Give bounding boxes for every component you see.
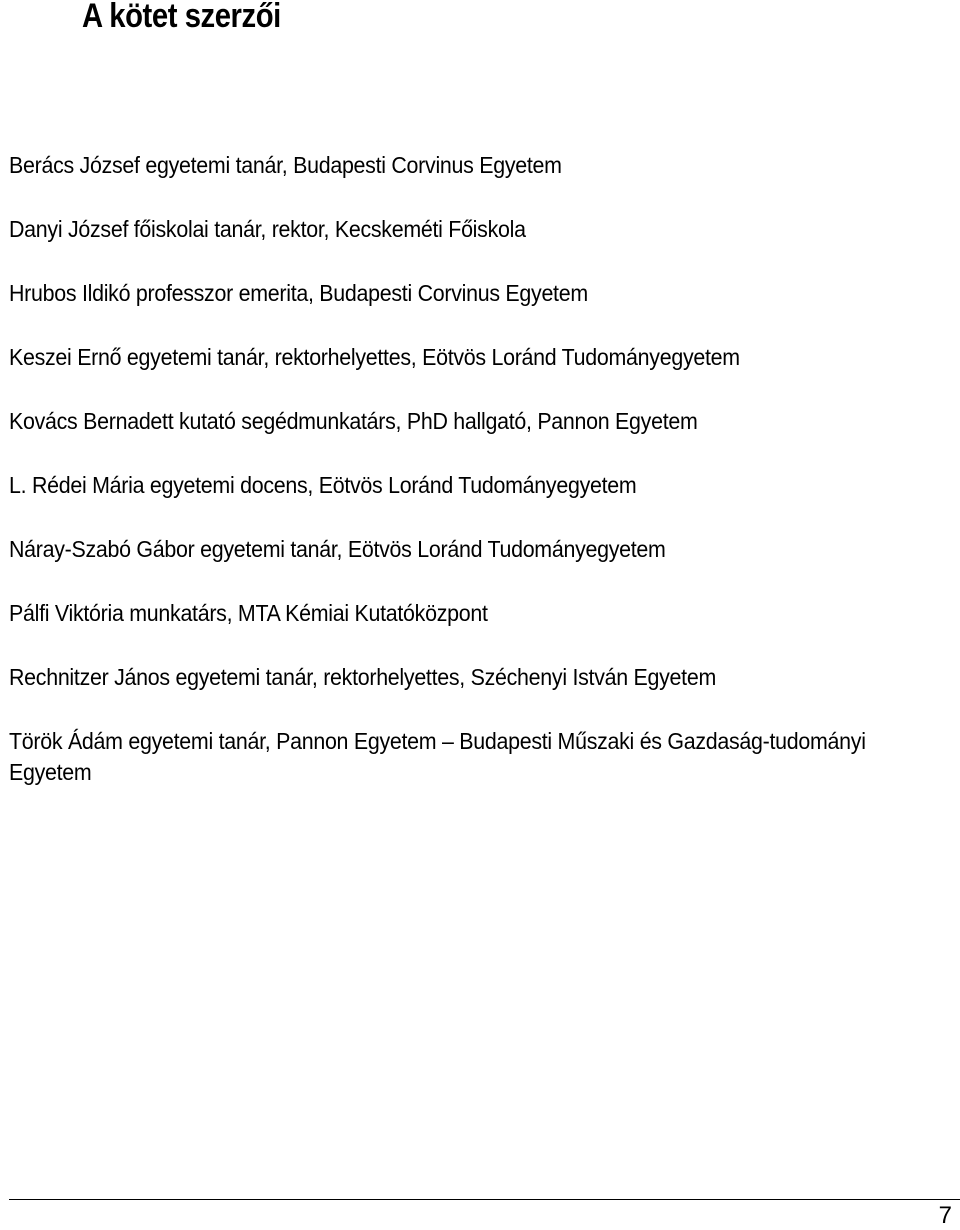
author-entry: Rechnitzer János egyetemi tanár, rektorhelyettes, Széchenyi István Egyetem <box>9 664 716 690</box>
page-number: 7 <box>938 1202 952 1229</box>
author-entry: L. Rédei Mária egyetemi docens, Eötvös Loránd Tudományegyetem <box>9 472 637 498</box>
author-entry: Náray-Szabó Gábor egyetemi tanár, Eötvös Loránd Tudományegyetem <box>9 536 666 562</box>
author-entry: Danyi József főiskolai tanár, rektor, Kecskeméti Főiskola <box>9 216 526 242</box>
author-entry: Berács József egyetemi tanár, Budapesti Corvinus Egyetem <box>9 152 562 178</box>
author-entry: Hrubos Ildikó professzor emerita, Budapesti Corvinus Egyetem <box>9 280 588 306</box>
author-list <box>9 150 939 821</box>
author-entry: Pálfi Viktória munkatárs, MTA Kémiai Kutatóközpont <box>9 600 488 626</box>
footer-divider <box>9 1199 960 1200</box>
author-entry: Keszei Ernő egyetemi tanár, rektorhelyettes, Eötvös Loránd Tudományegyetem <box>9 344 740 370</box>
author-entry: Kovács Bernadett kutató segédmunkatárs, PhD hallgató, Pannon Egyetem <box>9 408 698 434</box>
author-entry: Török Ádám egyetemi tanár, Pannon Egyetem – Budapesti Műszaki és Gazdaság-tudományi Egyetem <box>9 728 866 785</box>
page-title: A kötet szerzői <box>82 0 281 35</box>
